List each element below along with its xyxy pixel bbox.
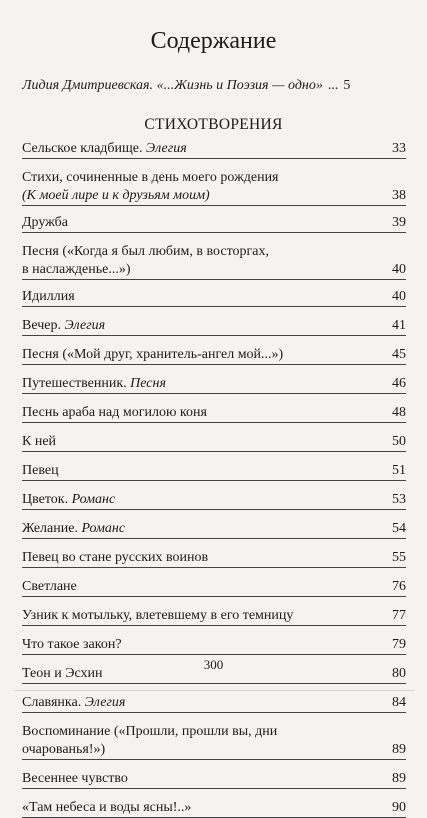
page-number: 300 xyxy=(203,657,224,672)
toc-entry-text: Сельское кладбище. xyxy=(22,141,143,156)
toc-entry-page: 79 xyxy=(392,637,406,652)
toc-entry-title xyxy=(22,169,390,205)
toc-entry xyxy=(22,462,406,481)
toc-entry-continuation: очарованья!») xyxy=(22,742,106,757)
toc-entry-page: 90 xyxy=(392,800,406,815)
toc-entry-page: 46 xyxy=(392,376,406,391)
intro-quote: «...Жизнь и Поэзия — одно» xyxy=(156,78,323,93)
toc-entry-page: 48 xyxy=(392,405,406,420)
toc-entry xyxy=(22,799,406,818)
toc-entry-text: Песня («Мой друг, хранитель-ангел мой...») xyxy=(22,347,284,362)
toc-entry-page: 39 xyxy=(392,215,406,230)
toc-entry-text: Желание. xyxy=(22,521,78,536)
toc-entry-title xyxy=(22,346,390,364)
intro-page: 5 xyxy=(343,78,351,93)
toc-entry-genre: Элегия xyxy=(64,318,106,333)
toc-entry-text: Путешественник. xyxy=(22,376,127,391)
toc-entry-title xyxy=(22,607,390,625)
toc-entry xyxy=(22,169,406,206)
page-title: Содержание xyxy=(150,28,277,54)
toc-entry-title xyxy=(22,578,390,596)
toc-entry-page: 38 xyxy=(392,188,406,203)
toc-entry xyxy=(22,694,406,713)
toc-entry xyxy=(22,491,406,510)
toc-entry-text: Что такое закон? xyxy=(22,637,122,652)
toc-entry-page: 53 xyxy=(392,492,406,507)
toc-entry xyxy=(22,404,406,423)
toc-entry xyxy=(22,140,406,159)
toc-entry-genre: Романс xyxy=(81,521,126,536)
toc-entry xyxy=(22,433,406,452)
toc-entry-page: 80 xyxy=(392,666,406,681)
toc-entry-page: 54 xyxy=(392,521,406,536)
toc-entry-page: 77 xyxy=(392,608,406,623)
toc-entry xyxy=(22,607,406,626)
page-edge xyxy=(14,690,414,691)
toc-entry-text: Певец xyxy=(22,463,59,478)
toc-entry-page: 40 xyxy=(392,262,406,277)
toc-entry-page: 40 xyxy=(392,289,406,304)
toc-entry xyxy=(22,723,406,760)
toc-entry-title xyxy=(22,694,390,712)
toc-entry-text: К ней xyxy=(22,434,57,449)
toc-entry-page: 76 xyxy=(392,579,406,594)
toc-entry-page: 51 xyxy=(392,463,406,478)
toc-entry xyxy=(22,549,406,568)
toc-entry-text: Вечер. xyxy=(22,318,61,333)
toc-entry-page: 84 xyxy=(392,695,406,710)
toc-entry-continuation: (К моей лире и к друзьям моим) xyxy=(22,188,210,203)
toc-entry-text: Теон и Эсхин xyxy=(22,666,103,681)
toc-entry-text: «Там небеса и воды ясны!..» xyxy=(22,800,192,815)
intro-author: Лидия Дмитриевская. xyxy=(22,78,154,93)
toc-entry-page: 50 xyxy=(392,434,406,449)
toc-entry-page: 89 xyxy=(392,742,406,757)
intro-dots: ... xyxy=(327,78,339,93)
toc-entry-text: Узник к мотыльку, влетевшему в его темницу xyxy=(22,608,294,623)
toc-entry-title xyxy=(22,404,390,422)
toc-entry-page: 89 xyxy=(392,771,406,786)
toc-entry-text: Воспоминание («Прошли, прошли вы, дни xyxy=(22,724,278,739)
toc-entry-title xyxy=(22,491,390,509)
toc-entry-page: 33 xyxy=(392,141,406,156)
toc-entry-title xyxy=(22,214,390,232)
toc-entry-title xyxy=(22,799,390,817)
toc-entry-title xyxy=(22,288,390,306)
toc-entry-title xyxy=(22,140,390,158)
toc-entry xyxy=(22,770,406,789)
toc-entry-page: 41 xyxy=(392,318,406,333)
toc-entry xyxy=(22,214,406,233)
toc-entry xyxy=(22,346,406,365)
toc-entry-title xyxy=(22,636,390,654)
toc-entry-page: 55 xyxy=(392,550,406,565)
toc-entry-text: Дружба xyxy=(22,215,69,230)
toc-entry-title xyxy=(22,549,390,567)
toc-entry-genre: Песня xyxy=(130,376,166,391)
toc-entry-title xyxy=(22,462,390,480)
toc-entry-text: Славянка. xyxy=(22,695,82,710)
toc-entry-genre: Элегия xyxy=(84,695,126,710)
toc-entry-title xyxy=(22,723,390,759)
toc-entry-text: Светлане xyxy=(22,579,77,594)
toc-entry-text: Песня («Когда я был любим, в восторгах, xyxy=(22,244,269,259)
toc-entry-genre: Романс xyxy=(71,492,116,507)
toc-entry-text: Песнь араба над могилою коня xyxy=(22,405,207,420)
toc-entry-text: Идиллия xyxy=(22,289,75,304)
toc-entry-title xyxy=(22,520,390,538)
toc-entry xyxy=(22,288,406,307)
toc-entry-genre: Элегия xyxy=(146,141,187,156)
table-of-contents xyxy=(22,140,406,818)
toc-entry-continuation: в наслажденье...») xyxy=(22,262,131,277)
toc-entry-title xyxy=(22,243,390,279)
intro-entry xyxy=(22,76,406,96)
toc-entry-page: 45 xyxy=(392,347,406,362)
toc-entry xyxy=(22,317,406,336)
toc-entry xyxy=(22,636,406,655)
toc-entry xyxy=(22,243,406,280)
toc-entry-title xyxy=(22,433,390,451)
toc-entry xyxy=(22,375,406,394)
toc-entry-title xyxy=(22,375,390,393)
toc-entry xyxy=(22,578,406,597)
toc-entry xyxy=(22,520,406,539)
toc-entry-text: Весеннее чувство xyxy=(22,771,128,786)
toc-entry-title xyxy=(22,317,390,335)
toc-entry-text: Стихи, сочиненные в день моего рождения xyxy=(22,170,279,185)
toc-entry-text: Певец во стане русских воинов xyxy=(22,550,209,565)
toc-entry-text: Цветок. xyxy=(22,492,69,507)
section-title: СТИХОТВОРЕНИЯ xyxy=(144,116,283,133)
toc-entry-title xyxy=(22,770,390,788)
